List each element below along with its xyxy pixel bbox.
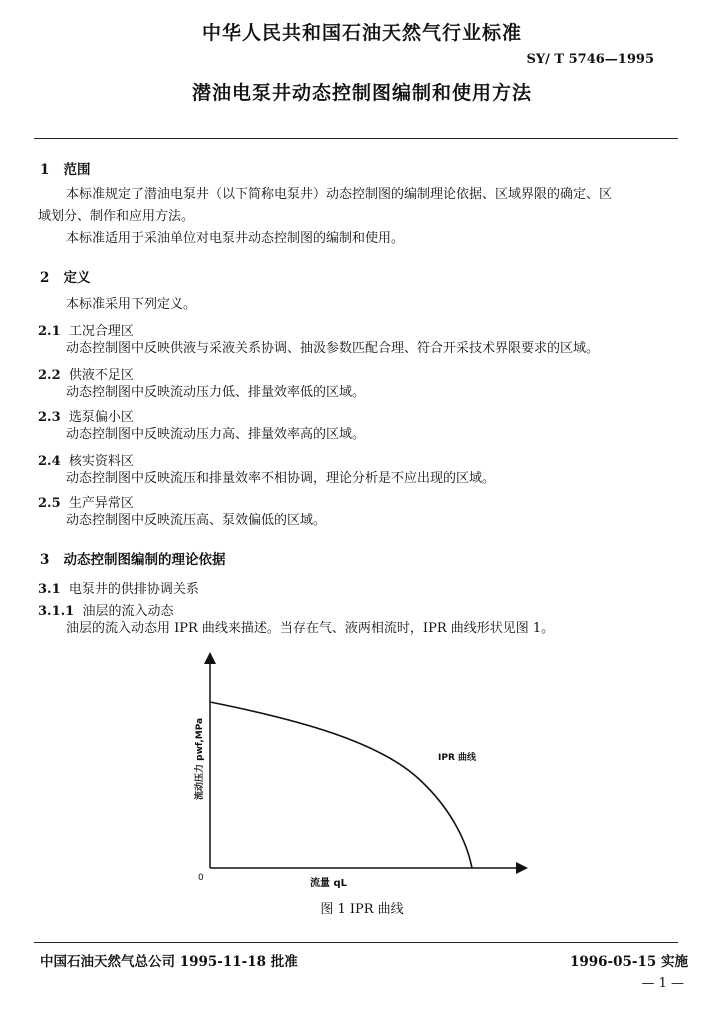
curve-label: IPR 曲线	[438, 753, 477, 763]
definition-2-1-text: 动态控制图中反映供液与采液关系协调、抽汲参数匹配合理、符合开采技术界限要求的区域。	[66, 341, 600, 356]
definition-number: 2.5	[38, 496, 61, 511]
definition-2-3-text: 动态控制图中反映流动压力高、排量效率高的区域。	[66, 427, 366, 442]
standard-code: SY/ T 5746—1995	[526, 52, 654, 67]
subsection-number: 3.1	[38, 582, 61, 597]
effective-date-text: 1996-05-15 实施	[569, 954, 688, 970]
section-1-heading	[40, 158, 91, 178]
section-number: 2	[40, 270, 50, 286]
definition-2-2-text: 动态控制图中反映流动压力低、排量效率低的区域。	[66, 385, 366, 400]
definition-2-4-text: 动态控制图中反映流压和排量效率不相协调，理论分析是不应出现的区域。	[66, 471, 496, 486]
definition-2-5-heading	[38, 492, 134, 511]
definition-number: 2.2	[38, 368, 61, 383]
header-divider	[34, 138, 678, 139]
section-title: 动态控制图编制的理论依据	[63, 552, 226, 568]
definition-term: 核实资料区	[68, 454, 134, 469]
definition-term: 工况合理区	[68, 324, 134, 339]
definition-term: 生产异常区	[68, 496, 134, 511]
section-2-intro: 本标准采用下列定义。	[66, 297, 197, 312]
x-axis-label: 流量 qL	[310, 878, 348, 889]
definition-number: 2.1	[38, 324, 61, 339]
organization-standard-title: 中华人民共和国石油天然气行业标准	[201, 22, 522, 44]
section-title: 定义	[63, 270, 91, 286]
footer-divider	[34, 942, 678, 943]
ipr-curve	[210, 702, 472, 868]
subsection-3-1-1-heading	[38, 600, 173, 619]
definition-number: 2.3	[38, 410, 61, 425]
definition-2-5-text: 动态控制图中反映流压高、泵效偏低的区域。	[66, 513, 327, 528]
definition-2-4-heading	[38, 450, 134, 469]
subsection-3-1-heading	[38, 578, 199, 597]
section-number: 3	[40, 552, 50, 568]
definition-2-1-heading	[38, 320, 134, 339]
section-1-para-1-line-1: 本标准规定了潜油电泵井（以下简称电泵井）动态控制图的编制理论依据、区域界限的确定、区	[66, 187, 613, 202]
section-number: 1	[40, 162, 50, 178]
definition-term: 供液不足区	[68, 368, 134, 383]
section-3-heading	[40, 548, 226, 568]
origin-label: 0	[198, 873, 204, 883]
approval-text: 中国石油天然气总公司 1995-11-18 批准	[40, 954, 298, 970]
subsection-title: 油层的流入动态	[82, 604, 174, 619]
section-1-para-2: 本标准适用于采油单位对电泵井动态控制图的编制和使用。	[66, 231, 405, 246]
ipr-figure	[180, 650, 540, 900]
section-1-para-1-line-2: 域划分、制作和应用方法。	[38, 209, 195, 224]
document-title: 潜油电泵井动态控制图编制和使用方法	[191, 82, 532, 104]
figure-caption: 图 1 IPR 曲线	[320, 902, 404, 917]
section-title: 范围	[63, 162, 91, 178]
definition-2-2-heading	[38, 364, 134, 383]
definition-number: 2.4	[38, 454, 61, 469]
subsection-title: 电泵井的供排协调关系	[68, 582, 199, 597]
subsection-3-1-1-text: 油层的流入动态用 IPR 曲线来描述。当存在气、液两相流时，IPR 曲线形状见图 1。	[66, 621, 555, 636]
subsection-number: 3.1.1	[38, 604, 75, 619]
y-axis-label: 流动压力 pwf,MPa	[195, 717, 205, 800]
definition-term: 选泵偏小区	[68, 410, 134, 425]
section-2-heading	[40, 266, 91, 286]
definition-2-3-heading	[38, 406, 134, 425]
page-number: — 1 —	[641, 976, 684, 991]
